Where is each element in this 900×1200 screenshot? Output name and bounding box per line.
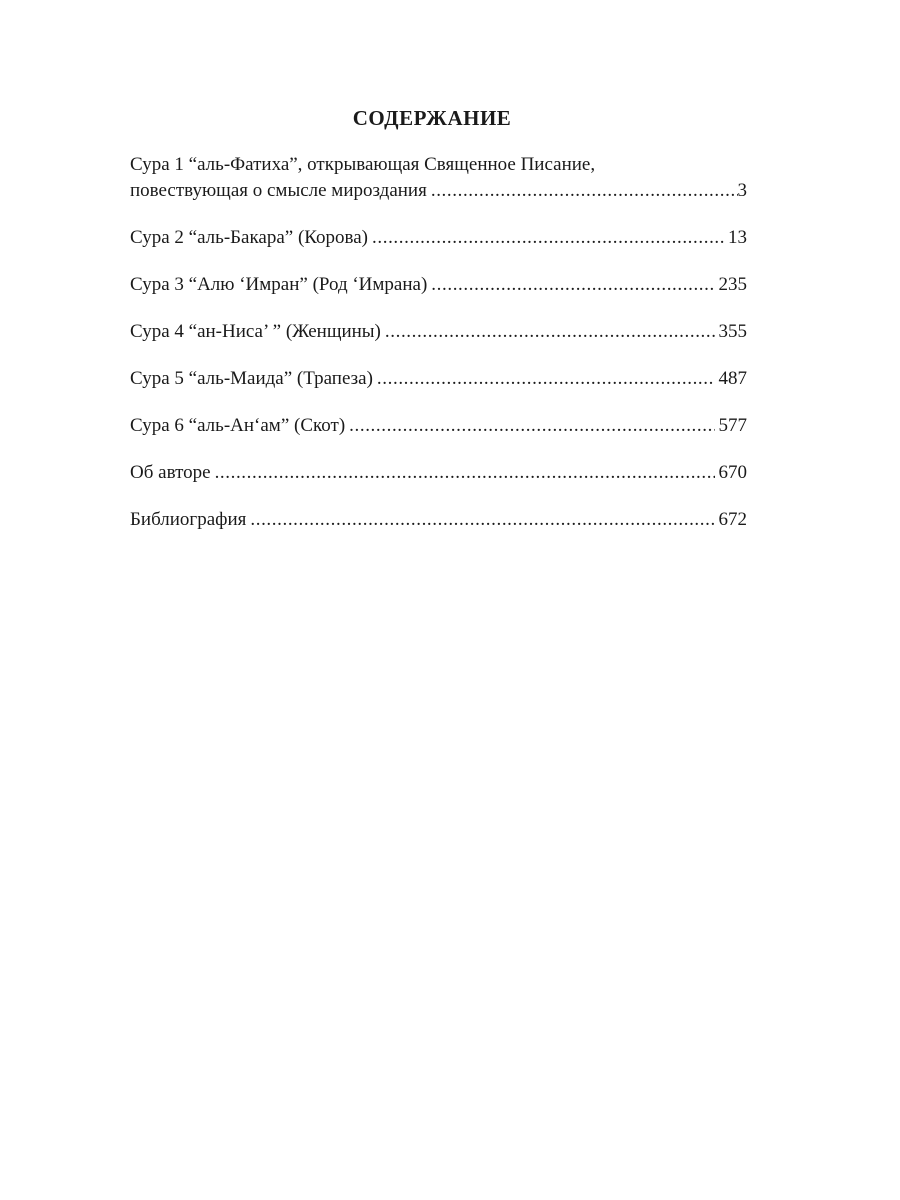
toc-page-number: 13 bbox=[728, 227, 747, 248]
toc-entry-title: Сура 2 “аль-Бакара” (Корова) bbox=[130, 227, 369, 248]
dot-leader bbox=[385, 319, 715, 345]
toc-entry-title-continued: повествующая о смысле мироздания bbox=[130, 180, 427, 201]
toc-page-number: 670 bbox=[718, 462, 747, 483]
toc-entry-title: Библиография bbox=[130, 509, 247, 530]
toc-entry-sura-2 bbox=[130, 225, 747, 251]
dot-leader bbox=[431, 178, 738, 204]
toc-page-number: 3 bbox=[737, 180, 747, 201]
toc-entry-title: Сура 1 “аль-Фатиха”, открывающая Священное Писание, bbox=[130, 154, 596, 175]
table-of-contents bbox=[130, 152, 747, 533]
toc-entry-line-2 bbox=[130, 178, 747, 204]
toc-entry-sura-4 bbox=[130, 319, 747, 345]
toc-page-number: 355 bbox=[718, 321, 747, 342]
toc-entry-title: Сура 4 “ан-Ниса’ ” (Женщины) bbox=[130, 321, 381, 342]
toc-page-number: 235 bbox=[718, 274, 747, 295]
toc-entry-about-author bbox=[130, 460, 747, 486]
toc-entry-title: Об авторе bbox=[130, 462, 211, 483]
toc-entry-title: Сура 5 “аль-Маида” (Трапеза) bbox=[130, 368, 373, 389]
toc-entry-sura-3 bbox=[130, 272, 747, 298]
toc-page-number: 577 bbox=[718, 415, 747, 436]
toc-page-number: 487 bbox=[718, 368, 747, 389]
toc-entry-sura-5 bbox=[130, 366, 747, 392]
toc-entry-title: Сура 3 “Алю ‘Имран” (Род ‘Имрана) bbox=[130, 274, 428, 295]
dot-leader bbox=[431, 272, 714, 298]
dot-leader bbox=[349, 413, 714, 439]
dot-leader bbox=[215, 460, 715, 486]
toc-entry-sura-1 bbox=[130, 152, 747, 204]
toc-entry-title: Сура 6 “аль-Ан‘ам” (Скот) bbox=[130, 415, 346, 436]
toc-entry-sura-6 bbox=[130, 413, 747, 439]
toc-entry-bibliography bbox=[130, 507, 747, 533]
dot-leader bbox=[372, 225, 724, 251]
contents-heading: СОДЕРЖАНИЕ bbox=[352, 106, 512, 130]
dot-leader bbox=[250, 507, 714, 533]
toc-page-number: 672 bbox=[718, 509, 747, 530]
dot-leader bbox=[377, 366, 715, 392]
toc-entry-line-1 bbox=[130, 152, 747, 178]
